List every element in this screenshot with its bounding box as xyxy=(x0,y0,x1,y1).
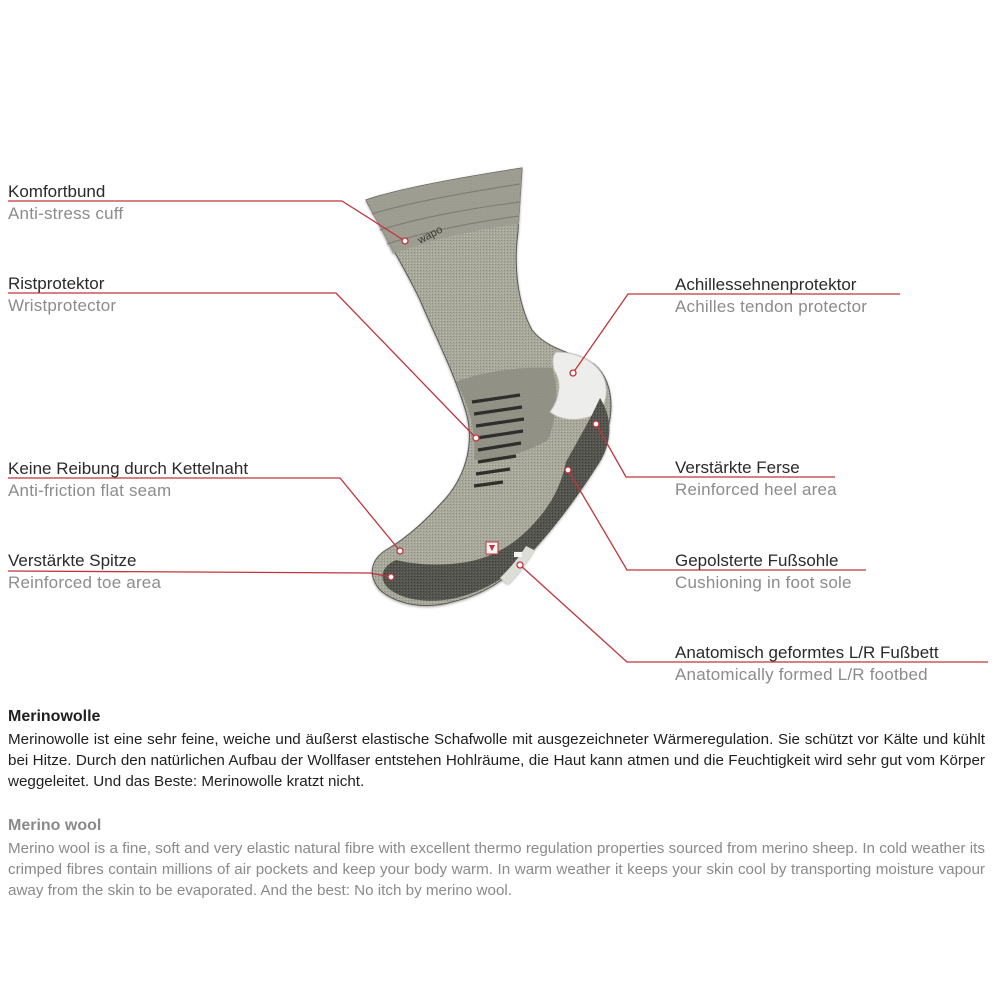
description-de-body: Merinowolle ist eine sehr feine, weiche und äußerst elastische Schafwolle mit ausgezeichneter Wärmeregulation. Sie schützt vor Kälte und kühlt bei Hitze. Durch den natürlichen Aufbau der Wollfaser entstehen Hohlräume, die Haut kann atmen und die Feuchtigkeit wird sehr gut vom Körper weggeleitet. Und das Beste: Merinowolle kratzt nicht. xyxy=(8,731,985,790)
callout-ristprotektor-de: Ristprotektor xyxy=(8,274,105,293)
description-en-body: Merino wool is a fine, soft and very elastic natural fibre with excellent thermo regulation properties sourced from merino sheep. In cold weather its crimped fibres contain millions of air pockets and keep your body warm. In warm weather it keeps your skin cool by transporting moisture vapour away from the skin to be evaporated. And the best: No itch by merino wool. xyxy=(8,840,985,899)
callout-ferse xyxy=(675,459,837,498)
description-en xyxy=(8,817,985,901)
callout-kettelnaht-de: Keine Reibung durch Kettelnaht xyxy=(8,459,249,478)
callout-komfortbund xyxy=(8,183,123,222)
callout-kettelnaht xyxy=(8,460,248,499)
callout-dot-ferse xyxy=(593,421,599,427)
callout-dot-fusssohle xyxy=(565,467,571,473)
callout-komfortbund-de: Komfortbund xyxy=(8,182,106,201)
callout-spitze-en: Reinforced toe area xyxy=(8,573,162,592)
callout-fussbett-en: Anatomically formed L/R footbed xyxy=(675,665,928,684)
callout-ferse-en: Reinforced heel area xyxy=(675,480,837,499)
callout-spitze-de: Verstärkte Spitze xyxy=(8,551,137,570)
callout-dot-komfortbund xyxy=(402,238,408,244)
description-de-title: Merinowolle xyxy=(8,708,101,725)
callout-fusssohle xyxy=(675,552,852,591)
callout-achilles-de: Achillessehnenprotektor xyxy=(675,275,857,294)
sock-illustration xyxy=(366,168,611,606)
callout-dot-achilles xyxy=(570,370,576,376)
callout-achilles xyxy=(675,276,867,315)
callout-ferse-de: Verstärkte Ferse xyxy=(675,458,800,477)
callout-achilles-en: Achilles tendon protector xyxy=(675,297,868,316)
callout-ristprotektor-en: Wristprotector xyxy=(8,296,117,315)
callout-fussbett-de: Anatomisch geformtes L/R Fußbett xyxy=(675,643,939,662)
description-en-title: Merino wool xyxy=(8,817,102,834)
callout-komfortbund-en: Anti-stress cuff xyxy=(8,204,124,223)
callout-dot-fussbett xyxy=(517,562,523,568)
callout-dot-kettelnaht xyxy=(397,548,403,554)
callout-dot-spitze xyxy=(388,574,394,580)
callout-fusssohle-en: Cushioning in foot sole xyxy=(675,573,852,592)
callout-fussbett xyxy=(675,644,939,683)
callout-dot-ristprotektor xyxy=(473,435,479,441)
description-de xyxy=(8,708,985,792)
sock-cuff-text: wapo xyxy=(415,223,445,247)
callout-fusssohle-de: Gepolsterte Fußsohle xyxy=(675,551,839,570)
callout-kettelnaht-en: Anti-friction flat seam xyxy=(8,481,172,500)
callout-spitze xyxy=(8,552,161,591)
callout-ristprotektor xyxy=(8,275,116,314)
